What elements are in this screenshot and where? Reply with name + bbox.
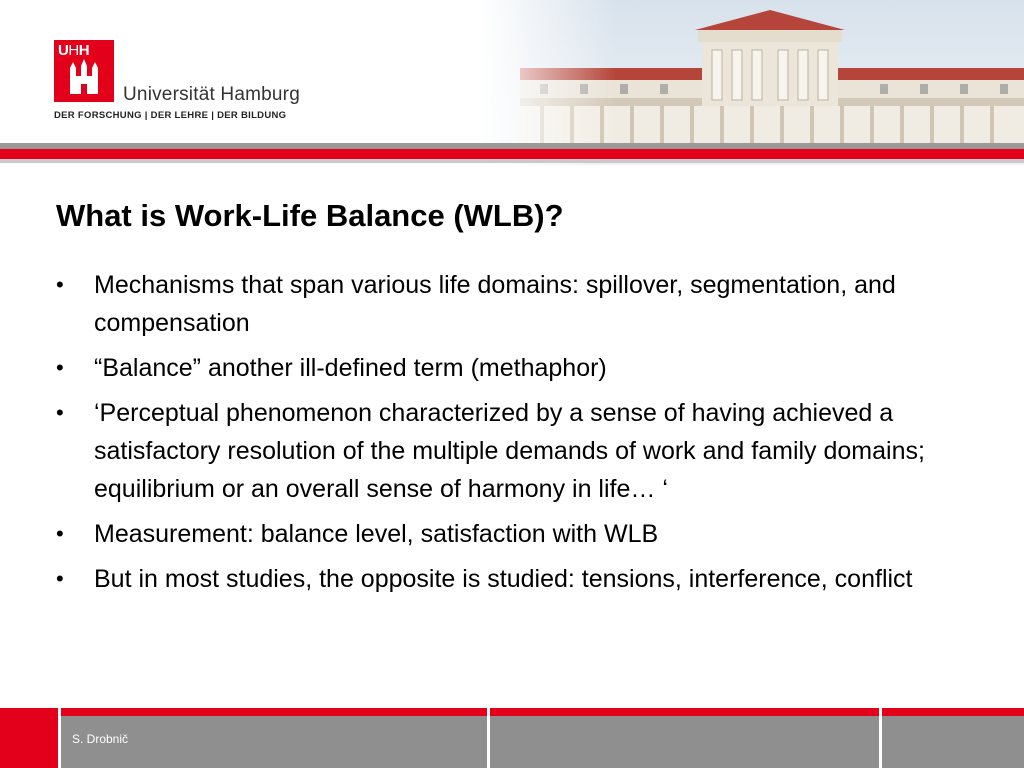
footer-divider (487, 708, 490, 768)
bullet-item (56, 266, 956, 342)
slide-footer (0, 708, 1024, 768)
university-name: Universität Hamburg (123, 84, 300, 105)
bullet-text: Mechanisms that span various life domains: spillover, segmentation, and compensation (94, 271, 896, 337)
footer-divider (879, 708, 882, 768)
slide-title: What is Work-Life Balance (WLB)? (56, 198, 564, 233)
bullet-icon: • (56, 400, 64, 425)
header-red-stripe (0, 149, 1024, 159)
bullet-icon: • (56, 355, 64, 380)
bullet-icon: • (56, 566, 64, 591)
bullet-icon: • (56, 272, 64, 297)
bullet-text: But in most studies, the opposite is studied: tensions, interference, conflict (94, 565, 913, 593)
footer-author: S. Drobnič (72, 732, 129, 746)
bullet-item (56, 349, 956, 387)
logo-mark (54, 40, 114, 102)
footer-divider (58, 708, 61, 768)
footer-red-block (0, 716, 58, 768)
bullet-list (56, 266, 956, 605)
bullet-text: Measurement: balance level, satisfaction with WLB (94, 520, 659, 548)
bullet-item (56, 560, 956, 598)
bullet-icon: • (56, 521, 64, 546)
bullet-text: “Balance” another ill-defined term (methaphor) (94, 354, 607, 382)
bullet-item (56, 394, 956, 508)
slide-header (0, 0, 1024, 170)
bullet-item (56, 515, 956, 553)
footer-gray-bar (0, 716, 1024, 768)
university-tagline: DER FORSCHUNG | DER LEHRE | DER BILDUNG (54, 110, 287, 121)
header-light-stripe (0, 159, 1024, 163)
bullet-text: ‘Perceptual phenomenon characterized by a sense of having achieved a satisfactory resolution of the multiple demands of work and family domains; equilibrium or an overall sense of harmony in life… ‘ (94, 399, 925, 503)
footer-red-stripe (0, 708, 1024, 716)
university-logo (54, 40, 324, 130)
logo-uhh-text: UHH (58, 42, 90, 59)
university-building-image (480, 0, 1024, 165)
hamburg-castle-icon (54, 40, 114, 102)
